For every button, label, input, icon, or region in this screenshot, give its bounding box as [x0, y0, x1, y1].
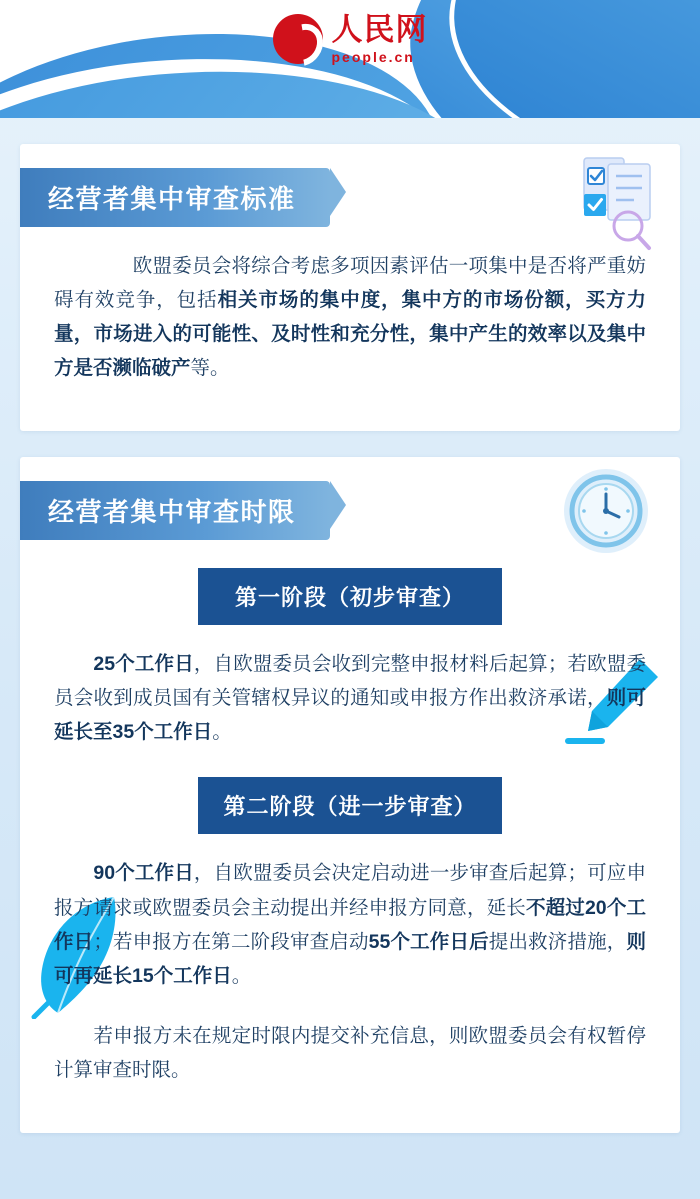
- checklist-icon: [538, 154, 658, 264]
- logo-title-cn: 人民网: [331, 12, 428, 47]
- paragraph-standard: [20, 249, 680, 386]
- card-review-timeline: [20, 457, 680, 1133]
- logo-title-en: people.cn: [331, 49, 415, 65]
- text-segment-bold: 25个工作日: [93, 653, 194, 675]
- text-segment: 提出救济措施，: [488, 930, 627, 953]
- text-segment: 。: [212, 721, 232, 744]
- paragraph-phase-two: [20, 856, 680, 993]
- section-title-standard: 经营者集中审查标准: [20, 168, 330, 227]
- people-cn-logo-icon: [273, 14, 323, 64]
- text-segment-bold: 则可再延长15个工作日: [54, 930, 646, 987]
- text-segment: 。: [231, 964, 252, 987]
- text-segment-bold: 90个工作日: [93, 862, 194, 885]
- site-logo[interactable]: [0, 14, 700, 64]
- paragraph-phase-one: [20, 647, 680, 749]
- text-segment: [54, 862, 93, 884]
- logo-text-block: [332, 14, 428, 64]
- text-segment: 若申报方未在规定时限内提交补充信息，则欧盟委员会有权暂停计算审查时限。: [54, 1024, 646, 1081]
- text-segment: 等。: [190, 357, 230, 380]
- text-segment-bold: 相关市场的集中度，集中方的市场份额，买方力量，市场进入的可能性、及时性和充分性，集中产生的效率以及集中方是否濒临破产: [54, 289, 646, 380]
- text-segment-bold: 不超过20个工作日: [54, 896, 646, 953]
- stage-label-phase-one: 第一阶段（初步审查）: [198, 568, 502, 625]
- card-review-standard: [20, 144, 680, 431]
- text-segment-bold: 则可延长至35个工作日: [54, 687, 646, 744]
- stage-label-phase-two: 第二阶段（进一步审查）: [198, 777, 502, 834]
- text-segment: ，自欧盟委员会收到完整申报材料后起算；若欧盟委员会收到成员国有关管辖权异议的通知或申报方作出救济承诺，: [54, 653, 646, 710]
- text-segment: [54, 653, 93, 675]
- text-segment: ；若申报方在第二阶段审查启动: [93, 930, 369, 953]
- text-segment: ，自欧盟委员会决定启动进一步审查后起算；可应申报方请求或欧盟委员会主动提出并经申报方同意，延长: [54, 862, 646, 919]
- text-segment: 欧盟委员会将综合考虑多项因素评估一项集中是否将严重妨碍有效竞争，包括: [54, 255, 646, 312]
- clock-icon: [558, 463, 654, 559]
- section-title-timeline: 经营者集中审查时限: [20, 481, 330, 540]
- page-header: [0, 0, 700, 118]
- paragraph-timeline-footer: [20, 1019, 680, 1087]
- text-segment-bold: 55个工作日后: [368, 930, 489, 953]
